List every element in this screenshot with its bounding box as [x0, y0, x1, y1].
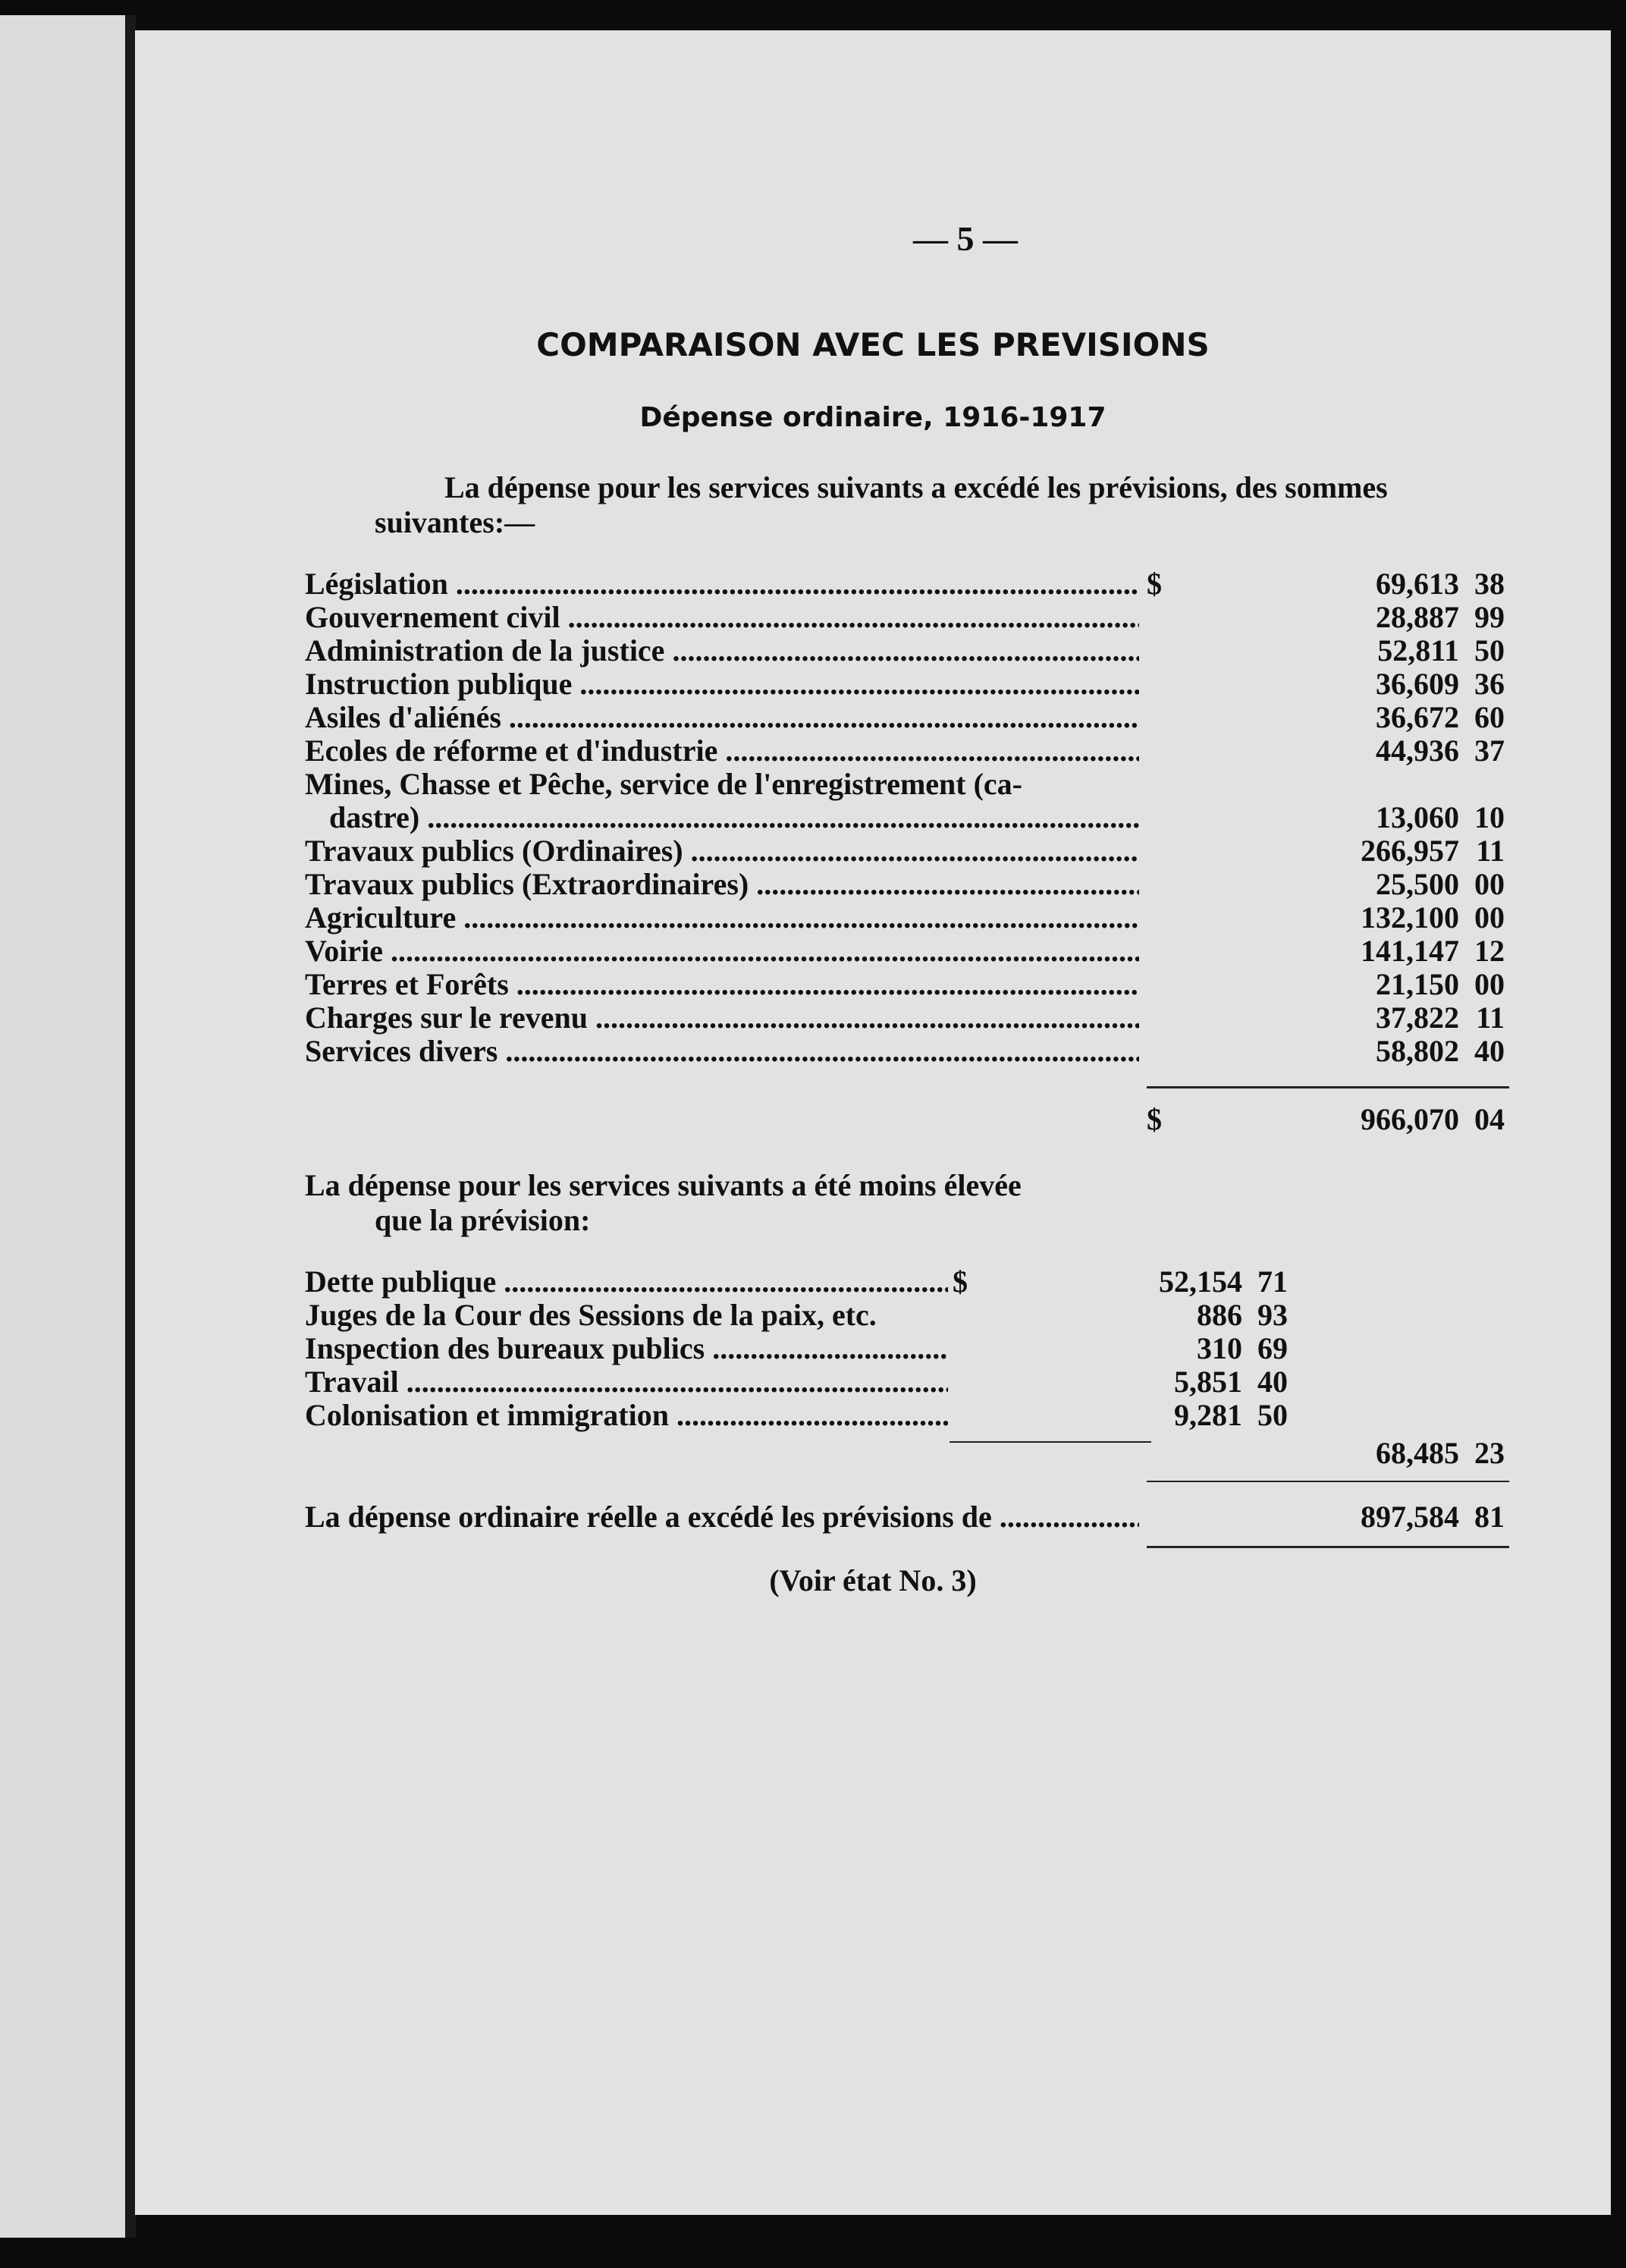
excess-amount: 25,500 — [1376, 867, 1459, 901]
excess-cents: 11 — [1476, 1000, 1505, 1035]
less-cents: 93 — [1257, 1298, 1288, 1332]
excess-label: Voirie ..... — [305, 933, 1139, 969]
total-rule — [1147, 1086, 1509, 1088]
excess-amount: 266,957 — [1361, 834, 1459, 868]
excess-cents: 60 — [1474, 700, 1505, 734]
currency-symbol: $ — [1147, 1102, 1162, 1136]
excess-label-line1: Mines, Chasse et Pêche, service de l'enregistrement (ca- — [305, 767, 1022, 801]
less-cents: 71 — [1257, 1264, 1288, 1299]
excess-amount: 69,613 — [1376, 567, 1459, 601]
excess-amount: 44,936 — [1376, 733, 1459, 768]
less-label: Travail ..... — [305, 1364, 948, 1399]
excess-cents: 11 — [1476, 834, 1505, 868]
excess-amount: 36,672 — [1376, 700, 1459, 734]
excess-label: Services divers ..... — [305, 1033, 1139, 1069]
excess-label: Terres et Forêts ..... — [305, 966, 1139, 1002]
excess-amount: 37,822 — [1376, 1000, 1459, 1035]
intro-less-line1: La dépense pour les services suivants a été moins élevée — [305, 1168, 1022, 1202]
net-double-rule — [1147, 1546, 1509, 1548]
excess-cents: 00 — [1474, 900, 1505, 935]
less-label: Juges de la Cour des Sessions de la paix, etc. — [305, 1298, 877, 1332]
less-label: Dette publique ..... — [305, 1264, 948, 1299]
excess-cents: 99 — [1474, 600, 1505, 634]
facing-page-edge — [0, 15, 136, 2238]
less-amount: 9,281 — [1174, 1398, 1242, 1432]
excess-amount: 36,609 — [1376, 667, 1459, 701]
page-subtitle: Dépense ordinaire, 1916-1917 — [639, 402, 1106, 433]
excess-amount: 141,147 — [1361, 934, 1459, 968]
intro-less — [305, 1168, 1215, 1238]
excess-amount: 52,811 — [1377, 633, 1459, 668]
excess-label: Charges sur le revenu ..... — [305, 1000, 1139, 1035]
excess-amount: 132,100 — [1361, 900, 1459, 935]
less-total-amount: 68,485 — [1376, 1436, 1459, 1470]
currency-symbol: $ — [1147, 567, 1162, 601]
excess-label: Ecoles de réforme et d'industrie ..... — [305, 733, 1139, 768]
page-number: — 5 — — [913, 219, 1018, 258]
excess-cents: 00 — [1474, 867, 1505, 901]
currency-symbol: $ — [953, 1264, 968, 1299]
less-cents: 50 — [1257, 1398, 1288, 1432]
subtotal-rule — [950, 1441, 1151, 1443]
less-amount: 886 — [1197, 1298, 1242, 1332]
less-total-cents: 23 — [1474, 1436, 1505, 1470]
excess-cents: 10 — [1474, 800, 1505, 834]
excess-label: Asiles d'aliénés ..... — [305, 699, 1139, 735]
intro-excess: La dépense pour les services suivants a excédé les prévisions, des sommes suivantes:— — [375, 470, 1388, 539]
excess-total-cents: 04 — [1474, 1102, 1505, 1136]
excess-amount: 58,802 — [1376, 1034, 1459, 1068]
excess-label: Travaux publics (Ordinaires) ..... — [305, 833, 1139, 869]
net-total-amount: 897,584 — [1361, 1500, 1459, 1534]
excess-cents: 38 — [1474, 567, 1505, 601]
excess-label: Législation ..... — [305, 566, 1139, 602]
net-total-cents: 81 — [1474, 1500, 1505, 1534]
excess-label: Travaux publics (Extraordinaires) ..... — [305, 866, 1139, 902]
less-label: Inspection des bureaux publics ..... — [305, 1330, 948, 1366]
excess-cents: 12 — [1474, 934, 1505, 968]
excess-total-amount: 966,070 — [1361, 1102, 1459, 1136]
less-cents: 40 — [1257, 1365, 1288, 1399]
document-page — [135, 30, 1611, 2215]
excess-amount: 28,887 — [1376, 600, 1459, 634]
excess-label: Gouvernement civil ..... — [305, 599, 1139, 635]
less-amount: 310 — [1197, 1331, 1242, 1365]
page-title: COMPARAISON AVEC LES PREVISIONS — [536, 326, 1210, 363]
net-rule — [1147, 1481, 1509, 1482]
intro-less-line2: que la prévision: — [375, 1203, 591, 1237]
footnote: (Voir état No. 3) — [769, 1563, 977, 1597]
excess-label: Administration de la justice ..... — [305, 633, 1139, 668]
excess-cents: 00 — [1474, 967, 1505, 1001]
excess-amount: 21,150 — [1376, 967, 1459, 1001]
excess-cents: 40 — [1474, 1034, 1505, 1068]
excess-cents: 37 — [1474, 733, 1505, 768]
excess-label: Agriculture ..... — [305, 900, 1139, 935]
less-label: Colonisation et immigration ..... — [305, 1397, 948, 1433]
less-cents: 69 — [1257, 1331, 1288, 1365]
excess-cents: 50 — [1474, 633, 1505, 668]
excess-label: dastre) ..... — [329, 799, 1139, 835]
net-label: La dépense ordinaire réelle a excédé les prévisions de ..... — [305, 1499, 1139, 1535]
excess-label: Instruction publique ..... — [305, 666, 1139, 702]
less-amount: 5,851 — [1174, 1365, 1242, 1399]
excess-amount: 13,060 — [1376, 800, 1459, 834]
excess-cents: 36 — [1474, 667, 1505, 701]
less-amount: 52,154 — [1159, 1264, 1242, 1299]
